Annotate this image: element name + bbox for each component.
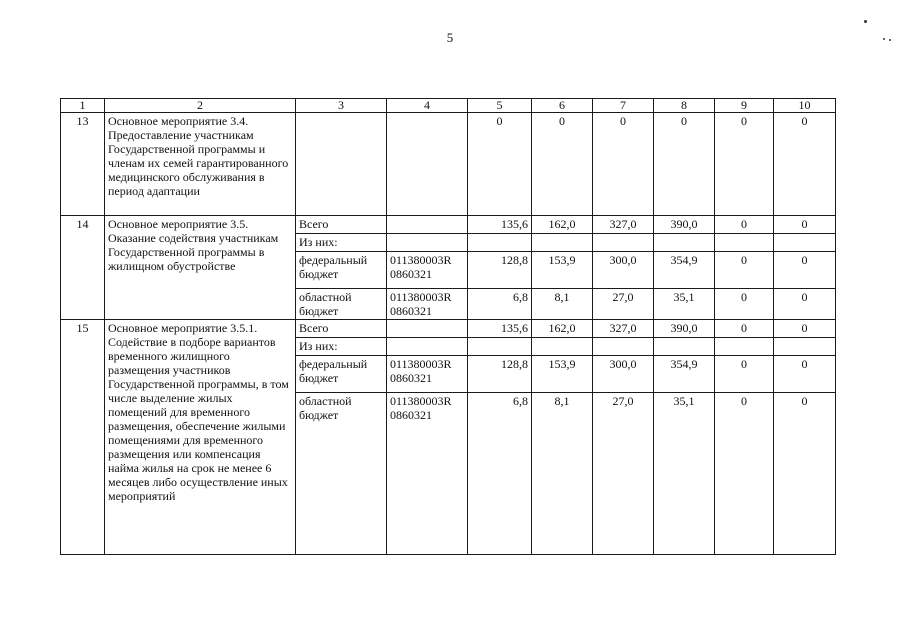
column-number: 10 — [774, 99, 836, 113]
value-col6: 0 — [532, 113, 593, 216]
funding-source: Всего — [296, 320, 387, 338]
value-col8: 354,9 — [654, 356, 715, 393]
column-number: 1 — [61, 99, 105, 113]
value-col10: 0 — [774, 393, 836, 555]
row-number: 14 — [61, 216, 105, 320]
column-number: 6 — [532, 99, 593, 113]
budget-code — [387, 320, 468, 338]
value-col5: 0 — [468, 113, 532, 216]
value-col8: 35,1 — [654, 393, 715, 555]
value-col10 — [774, 234, 836, 252]
value-col6: 8,1 — [532, 289, 593, 320]
column-number-row — [61, 99, 836, 113]
value-col10: 0 — [774, 252, 836, 289]
value-col7: 0 — [593, 113, 654, 216]
funding-source: областной бюджет — [296, 289, 387, 320]
value-col5: 6,8 — [468, 289, 532, 320]
value-col8: 35,1 — [654, 289, 715, 320]
row-number: 13 — [61, 113, 105, 216]
budget-code — [387, 234, 468, 252]
activity-name: Основное мероприятие 3.5. Оказание содействия участникам Государственной программы в жилищном обустройстве — [105, 216, 296, 320]
value-col6: 8,1 — [532, 393, 593, 555]
value-col8: 354,9 — [654, 252, 715, 289]
activity-name: Основное мероприятие 3.5.1. Содействие в подборе вариантов временного жилищного размещения участников Государственной программы, в том числе выделение жилых помещений для временного размещения, обеспечение жилыми помещениями для временного размещения или компенсация найма жилья на срок не менее 6 месяцев либо осуществление иных мероприятий — [105, 320, 296, 555]
value-col10: 0 — [774, 216, 836, 234]
value-col5: 128,8 — [468, 356, 532, 393]
value-col9: 0 — [715, 393, 774, 555]
column-number: 9 — [715, 99, 774, 113]
value-col5 — [468, 338, 532, 356]
funding-source: федеральный бюджет — [296, 356, 387, 393]
scan-speck — [864, 20, 867, 23]
column-number: 7 — [593, 99, 654, 113]
funding-source: областной бюджет — [296, 393, 387, 555]
value-col9: 0 — [715, 216, 774, 234]
value-col5: 135,6 — [468, 320, 532, 338]
value-col5: 6,8 — [468, 393, 532, 555]
value-col6: 153,9 — [532, 252, 593, 289]
scan-speck — [883, 38, 885, 40]
value-col10: 0 — [774, 113, 836, 216]
value-col7: 300,0 — [593, 252, 654, 289]
value-col5: 135,6 — [468, 216, 532, 234]
column-number: 5 — [468, 99, 532, 113]
column-number: 2 — [105, 99, 296, 113]
value-col8 — [654, 234, 715, 252]
budget-code: 011380003R 0860321 — [387, 393, 468, 555]
value-col7: 327,0 — [593, 320, 654, 338]
value-col9: 0 — [715, 113, 774, 216]
value-col9: 0 — [715, 320, 774, 338]
value-col9: 0 — [715, 252, 774, 289]
value-col7: 27,0 — [593, 393, 654, 555]
value-col8 — [654, 338, 715, 356]
value-col5: 128,8 — [468, 252, 532, 289]
value-col10: 0 — [774, 289, 836, 320]
value-col10: 0 — [774, 356, 836, 393]
scan-speck — [889, 39, 891, 41]
value-col8: 390,0 — [654, 216, 715, 234]
budget-code — [387, 113, 468, 216]
budget-code — [387, 216, 468, 234]
value-col6 — [532, 234, 593, 252]
column-number: 3 — [296, 99, 387, 113]
value-col6: 162,0 — [532, 216, 593, 234]
value-col8: 0 — [654, 113, 715, 216]
value-col5 — [468, 234, 532, 252]
funding-source — [296, 113, 387, 216]
funding-source: Из них: — [296, 338, 387, 356]
value-col6: 162,0 — [532, 320, 593, 338]
value-col10: 0 — [774, 320, 836, 338]
value-col6 — [532, 338, 593, 356]
funding-source: Из них: — [296, 234, 387, 252]
value-col7 — [593, 338, 654, 356]
value-col6: 153,9 — [532, 356, 593, 393]
value-col9: 0 — [715, 356, 774, 393]
value-col7: 300,0 — [593, 356, 654, 393]
table-row — [61, 320, 836, 338]
budget-code: 011380003R 0860321 — [387, 252, 468, 289]
budget-code: 011380003R 0860321 — [387, 289, 468, 320]
value-col9 — [715, 338, 774, 356]
funding-source: Всего — [296, 216, 387, 234]
value-col9: 0 — [715, 289, 774, 320]
table-row — [61, 113, 836, 216]
column-number: 8 — [654, 99, 715, 113]
column-number: 4 — [387, 99, 468, 113]
budget-code — [387, 338, 468, 356]
value-col10 — [774, 338, 836, 356]
page-number: 5 — [446, 30, 454, 45]
value-col7 — [593, 234, 654, 252]
value-col9 — [715, 234, 774, 252]
activity-name: Основное мероприятие 3.4. Предоставление участникам Государственной программы и членам их семей гарантированного медицинского обслуживания в период адаптации — [105, 113, 296, 216]
value-col7: 327,0 — [593, 216, 654, 234]
row-number: 15 — [61, 320, 105, 555]
funding-table — [60, 98, 836, 555]
value-col8: 390,0 — [654, 320, 715, 338]
value-col7: 27,0 — [593, 289, 654, 320]
budget-code: 011380003R 0860321 — [387, 356, 468, 393]
funding-source: федеральный бюджет — [296, 252, 387, 289]
table-row — [61, 216, 836, 234]
